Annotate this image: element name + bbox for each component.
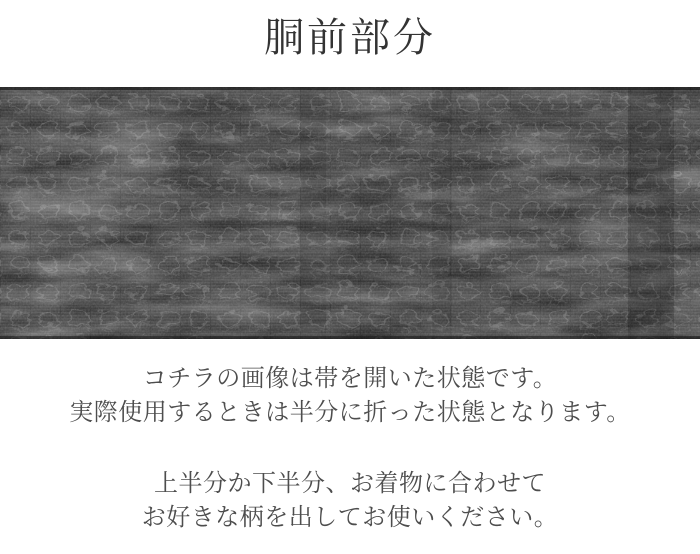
description-line-1: コチラの画像は帯を開いた状態です。 (142, 365, 558, 392)
description-line-2: 実際使用するときは半分に折った状態となります。 (69, 399, 631, 426)
description-line-3: 上半分か下半分、お着物に合わせて (154, 470, 546, 497)
obi-fabric-texture-image (0, 87, 700, 339)
page-title: 胴前部分 (264, 15, 436, 60)
description-usage (0, 467, 700, 535)
obi-fabric-photo (0, 87, 700, 339)
description-line-4: お好きな柄を出してお使いください。 (141, 504, 559, 531)
description-open-state (0, 362, 700, 430)
